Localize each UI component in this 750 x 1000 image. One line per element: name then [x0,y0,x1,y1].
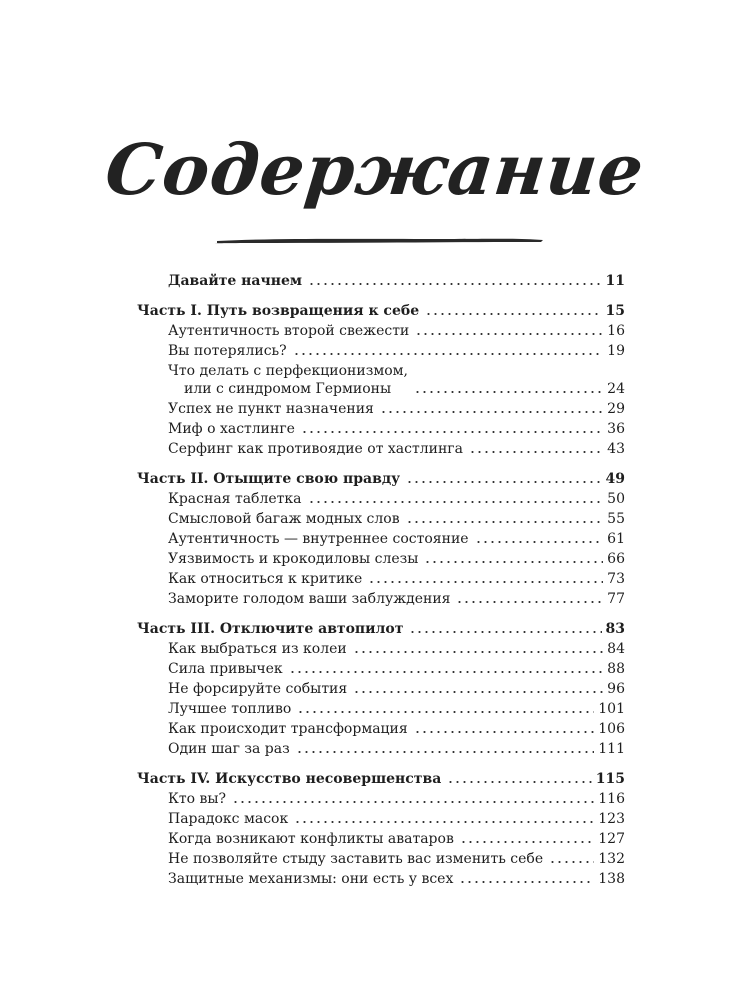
page-number: 127 [598,831,625,847]
dot-leader [447,781,591,783]
dot-leader [549,861,594,863]
toc-entry-intro[interactable] [137,270,625,290]
page-number: 132 [598,851,625,867]
toc-part-heading[interactable] [137,468,625,488]
toc-entry-title: Аутентичность второй свежести [168,323,410,339]
dot-leader [414,731,595,733]
dot-leader [353,691,603,693]
toc-part-section [137,300,625,458]
toc-entry-title: Уязвимость и крокодиловы слезы [168,551,419,567]
page-number: 106 [598,721,625,737]
toc-chapter-entry[interactable] [137,508,625,528]
toc-entry-title: Аутентичность — внутреннее состояние [168,531,469,547]
toc-entry-title: Вы потерялись? [168,343,287,359]
toc-chapter-entry[interactable] [137,638,625,658]
page-number: 15 [605,303,625,319]
page-number: 19 [607,343,625,359]
toc-entry-title-line: или с синдромом Гермионы [184,381,392,397]
page-number: 73 [607,571,625,587]
page-number: 55 [607,511,625,527]
dot-leader [415,333,603,335]
toc-entry-title: Не позволяйте стыду заставить вас изменить себе [168,851,544,867]
page-number: 66 [607,551,625,567]
dot-leader [308,283,601,285]
toc-entry-title: Как происходит трансформация [168,721,408,737]
toc-part-section [137,618,625,758]
page-number: 88 [607,661,625,677]
toc-entry-title: Заморите голодом ваши заблуждения [168,591,451,607]
table-of-contents [137,270,625,898]
page-number: 96 [607,681,625,697]
toc-entry-title: Давайте начнем [168,273,303,289]
dot-leader [425,313,601,315]
dot-leader [414,391,603,393]
toc-entry-title: Часть II. Отыщите свою правду [137,471,401,487]
toc-entry-title: Кто вы? [168,791,226,807]
page-number: 138 [598,871,625,887]
toc-chapter-entry[interactable] [137,678,625,698]
toc-part-section [137,768,625,888]
page-number: 16 [607,323,625,339]
toc-chapter-entry[interactable] [137,438,625,458]
page-number: 77 [607,591,625,607]
page-title: Содержание [101,128,649,211]
dot-leader [297,711,594,713]
dot-leader [232,801,594,803]
dot-leader [301,431,603,433]
toc-chapter-entry[interactable] [137,398,625,418]
toc-chapter-entry[interactable] [137,340,625,360]
toc-part-heading[interactable] [137,768,625,788]
page-number: 11 [605,273,625,289]
dot-leader [475,541,604,543]
dot-leader [456,601,603,603]
page-number: 101 [598,701,625,717]
toc-chapter-entry[interactable] [137,548,625,568]
toc-chapter-entry[interactable] [137,588,625,608]
toc-entry-title: Часть IV. Искусство несовершенства [137,771,442,787]
dot-leader [289,671,603,673]
dot-leader [293,353,604,355]
toc-entry-title: Часть I. Путь возвращения к себе [137,303,420,319]
toc-entry-title: Серфинг как противоядие от хастлинга [168,441,463,457]
dot-leader [459,881,594,883]
toc-chapter-entry[interactable] [137,568,625,588]
page-number: 111 [598,741,625,757]
toc-chapter-entry[interactable] [137,360,625,398]
toc-chapter-entry[interactable] [137,528,625,548]
toc-entry-title: Сила привычек [168,661,283,677]
dot-leader [353,651,603,653]
toc-chapter-entry[interactable] [137,418,625,438]
toc-entry-title: Как выбраться из колеи [168,641,347,657]
toc-chapter-entry[interactable] [137,698,625,718]
page-number: 24 [607,381,625,397]
toc-entry-title-line: Что делать с перфекционизмом, [168,363,408,379]
dot-leader [380,411,603,413]
dot-leader [294,821,594,823]
toc-chapter-entry[interactable] [137,848,625,868]
toc-entry-title: Смысловой багаж модных слов [168,511,400,527]
dot-leader [409,631,601,633]
toc-entry-title: Красная таблетка [168,491,302,507]
toc-chapter-entry[interactable] [137,488,625,508]
page-number: 36 [607,421,625,437]
page-number: 123 [598,811,625,827]
toc-chapter-entry[interactable] [137,320,625,340]
toc-entry-title: Защитные механизмы: они есть у всех [168,871,454,887]
toc-entry-title [168,362,408,398]
dot-leader [469,451,603,453]
toc-entry-title: Часть III. Отключите автопилот [137,621,404,637]
toc-intro-section [137,270,625,290]
toc-chapter-entry[interactable] [137,658,625,678]
dot-leader [460,841,594,843]
page-number: 29 [607,401,625,417]
page-number: 50 [607,491,625,507]
page-number: 83 [605,621,625,637]
toc-chapter-entry[interactable] [137,788,625,808]
toc-part-heading[interactable] [137,300,625,320]
dot-leader [406,521,604,523]
toc-entry-title: Один шаг за раз [168,741,290,757]
toc-entry-title: Лучшее топливо [168,701,292,717]
toc-part-section [137,468,625,608]
toc-chapter-entry[interactable] [137,718,625,738]
page-number: 61 [607,531,625,547]
toc-part-heading[interactable] [137,618,625,638]
page-number: 116 [598,791,625,807]
toc-chapter-entry[interactable] [137,868,625,888]
dot-leader [406,481,601,483]
toc-entry-title: Парадокс масок [168,811,289,827]
dot-leader [368,581,603,583]
toc-entry-title: Когда возникают конфликты аватаров [168,831,454,847]
toc-chapter-entry[interactable] [137,808,625,828]
page-number: 115 [595,771,625,787]
toc-entry-title: Как относиться к критике [168,571,363,587]
page-number: 49 [605,471,625,487]
page-number: 43 [607,441,625,457]
dot-leader [296,751,595,753]
toc-entry-title: Успех не пункт назначения [168,401,374,417]
dot-leader [308,501,604,503]
toc-chapter-entry[interactable] [137,738,625,758]
toc-chapter-entry[interactable] [137,828,625,848]
page-number: 84 [607,641,625,657]
toc-entry-title: Не форсируйте события [168,681,348,697]
title-underline [215,234,545,246]
toc-entry-title: Миф о хастлинге [168,421,295,437]
dot-leader [424,561,603,563]
